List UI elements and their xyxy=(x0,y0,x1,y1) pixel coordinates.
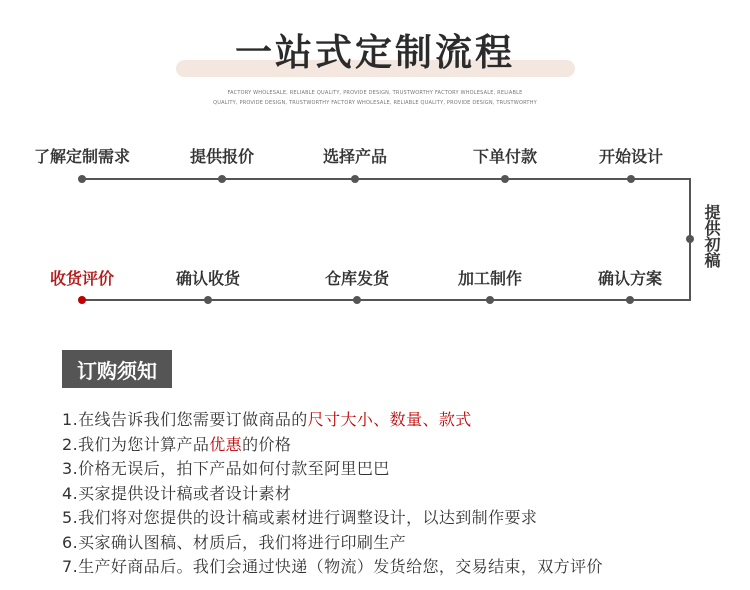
step-dot-bottom-2 xyxy=(204,296,212,304)
subtitle-line-2: QUALITY, PROVIDE DESIGN, TRUSTWORTHY FACTORY WHOLESALE, RELIABLE QUALITY, PROVIDE DESIGN, TRUSTWORTHY xyxy=(213,100,537,106)
page-title: 一站式定制流程 xyxy=(235,30,515,74)
step-top-4: 下单付款 xyxy=(472,147,537,166)
step-bottom-1: 收货评价 xyxy=(49,269,114,288)
step-side: 提供初稿 xyxy=(702,204,721,268)
step-dot-bottom-5 xyxy=(626,296,634,304)
notice-item: 1.在线告诉我们您需要订做商品的尺寸大小、数量、款式 xyxy=(62,410,472,429)
step-bottom-3: 仓库发货 xyxy=(324,269,389,288)
notice-item: 7.生产好商品后。我们会通过快递（物流）发货给您，交易结束，双方评价 xyxy=(62,557,603,576)
notice-item: 3.价格无误后，拍下产品如何付款至阿里巴巴 xyxy=(62,459,390,478)
step-top-5: 开始设计 xyxy=(598,147,663,166)
step-dot-side xyxy=(686,235,694,243)
step-bottom-2: 确认收货 xyxy=(175,269,240,288)
step-dot-top-2 xyxy=(218,175,226,183)
subtitle-line-1: FACTORY WHOLESALE, RELIABLE QUALITY, PROVIDE DESIGN, TRUSTWORTHY FACTORY WHOLESALE, RELIABLE xyxy=(227,90,523,96)
notice-item: 2.我们为您计算产品优惠的价格 xyxy=(62,434,292,454)
step-top-3: 选择产品 xyxy=(322,147,387,166)
notice-title: 订购须知 xyxy=(62,350,172,388)
step-dot-bottom-4 xyxy=(486,296,494,304)
step-dot-top-1 xyxy=(78,175,86,183)
step-dot-top-4 xyxy=(501,175,509,183)
step-dot-bottom-1 xyxy=(78,296,86,304)
notice-list xyxy=(62,408,742,580)
step-dot-top-5 xyxy=(627,175,635,183)
step-bottom-5: 确认方案 xyxy=(597,269,662,288)
step-bottom-4: 加工制作 xyxy=(457,269,522,288)
step-dot-bottom-3 xyxy=(353,296,361,304)
step-top-2: 提供报价 xyxy=(189,147,254,166)
notice-item: 6.买家确认图稿、材质后，我们将进行印刷生产 xyxy=(62,532,407,552)
step-dot-top-3 xyxy=(351,175,359,183)
notice-item: 4.买家提供设计稿或者设计素材 xyxy=(62,483,292,503)
notice-item: 5.我们将对您提供的设计稿或素材进行调整设计，以达到制作要求 xyxy=(62,508,538,527)
step-top-1: 了解定制需求 xyxy=(33,147,130,166)
